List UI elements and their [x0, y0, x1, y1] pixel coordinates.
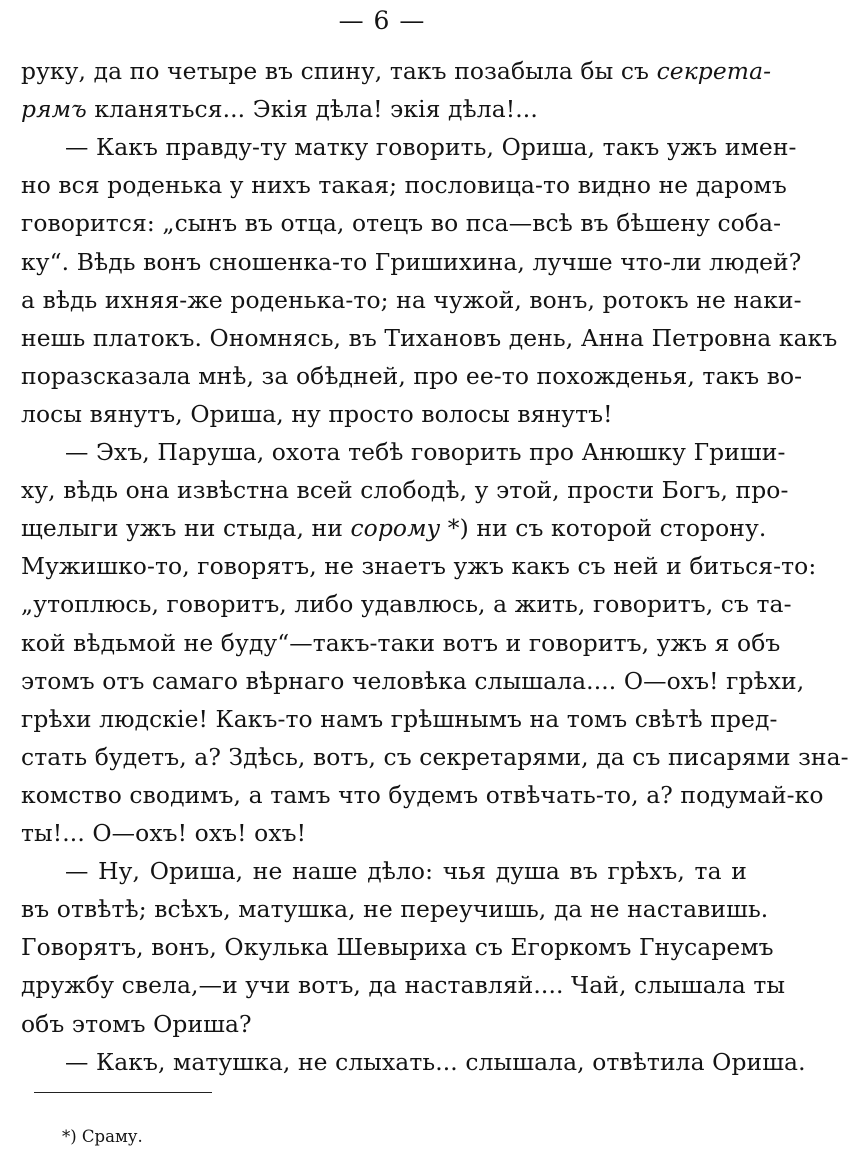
text-line [21, 395, 747, 433]
text-line [65, 852, 747, 890]
italic-word: секрета- [656, 57, 772, 85]
text-segment: руку, да по четыре въ спину, такъ позабыла бы съ [21, 57, 657, 85]
text-segment: говорится: „сынъ въ отца, отецъ во пса—всѣ въ бѣшену соба- [21, 209, 782, 238]
text-line [21, 585, 792, 623]
text-line [21, 700, 778, 738]
text-segment: кланяться... Экія дѣла! экія дѣла!... [86, 95, 538, 124]
page-number: — 6 — [338, 6, 426, 35]
text-line [21, 738, 849, 776]
text-line [21, 281, 802, 319]
footnote: *) Сраму. [62, 1127, 143, 1146]
text-line [21, 928, 774, 966]
text-segment: ты!... О—охъ! охъ! охъ! [21, 819, 307, 847]
text-segment: — Какъ, матушка, не слыхать... слышала, отвѣтила Ориша. [65, 1047, 806, 1076]
text-segment: комство сводимъ, а тамъ что будемъ отвѣчать-то, а? подумай-ко [21, 780, 824, 809]
text-line [21, 319, 838, 357]
footnote-divider [34, 1092, 212, 1093]
text-segment: — Какъ правду-ту матку говорить, Ориша, такъ ужъ имен- [65, 133, 797, 162]
text-segment: стать будетъ, а? Здѣсь, вотъ, съ секретарями, да съ писарями зна- [21, 742, 849, 771]
text-line [21, 547, 817, 585]
text-line [21, 776, 824, 814]
text-segment: — Ну, Ориша, не наше дѣло: чья душа въ грѣхъ, та и [65, 857, 747, 886]
italic-word: сорому [350, 514, 441, 543]
text-line [21, 966, 786, 1004]
text-segment: *) ни съ которой сторону. [440, 514, 767, 543]
text-segment: щелыги ужъ ни стыда, ни [21, 514, 351, 543]
text-segment: Говорятъ, вонъ, Окулька Шевыриха съ Егоркомъ Гнусаремъ [21, 933, 774, 962]
text-line [21, 814, 747, 852]
text-segment: лосы вянутъ, Ориша, ну просто волосы вянутъ! [21, 399, 613, 428]
text-segment: этомъ отъ самаго вѣрнаго человѣка слышала.... О—охъ! грѣхи, [21, 666, 805, 695]
text-segment: грѣхи людскіе! Какъ-то намъ грѣшнымъ на томъ свѣтѣ пред- [21, 704, 778, 733]
text-segment: нешь платокъ. Ономнясь, въ Тихановъ день, Анна Петровна какъ [21, 323, 838, 352]
italic-word: рямъ [21, 95, 87, 124]
text-line [65, 433, 786, 471]
text-line [21, 166, 787, 204]
text-segment: ху, вѣдь она извѣстна всей слободѣ, у этой, прости Богъ, про- [21, 476, 789, 505]
text-segment: въ отвѣтѣ; всѣхъ, матушка, не переучишь, да не наставишь. [21, 895, 769, 924]
text-line [21, 509, 767, 547]
text-line [21, 662, 805, 700]
text-segment: но вся роденька у нихъ такая; пословица-то видно не даромъ [21, 171, 787, 200]
text-line [21, 204, 782, 242]
text-line [65, 128, 797, 166]
text-segment: ку“. Вѣдь вонъ сношенка-то Гришихина, лучше что-ли людей? [21, 247, 802, 276]
text-line [65, 1043, 806, 1081]
text-line [21, 890, 769, 928]
text-segment: дружбу свела,—и учи вотъ, да наставляй.... Чай, слышала ты [21, 971, 786, 1000]
text-segment: объ этомъ Ориша? [21, 1009, 252, 1038]
text-line [21, 624, 781, 662]
text-line [21, 357, 803, 395]
text-segment: Мужишко-то, говорятъ, не знаетъ ужъ какъ съ ней и биться-то: [21, 552, 817, 581]
text-segment: кой вѣдьмой не буду“—такъ-таки вотъ и говоритъ, ужъ я объ [21, 628, 781, 657]
text-segment: — Эхъ, Паруша, охота тебѣ говорить про Анюшку Гриши- [65, 438, 786, 466]
text-line [21, 52, 772, 90]
text-line [21, 243, 802, 281]
text-segment: „утоплюсь, говоритъ, либо удавлюсь, а жить, говоритъ, съ та- [21, 590, 792, 619]
text-segment: а вѣдь ихняя-же роденька-то; на чужой, вонъ, ротокъ не наки- [21, 285, 802, 314]
text-line [21, 90, 747, 128]
text-segment: поразсказала мнѣ, за обѣдней, про ее-то похожденья, такъ во- [21, 361, 803, 390]
text-line [21, 471, 789, 509]
text-line [21, 1005, 747, 1043]
